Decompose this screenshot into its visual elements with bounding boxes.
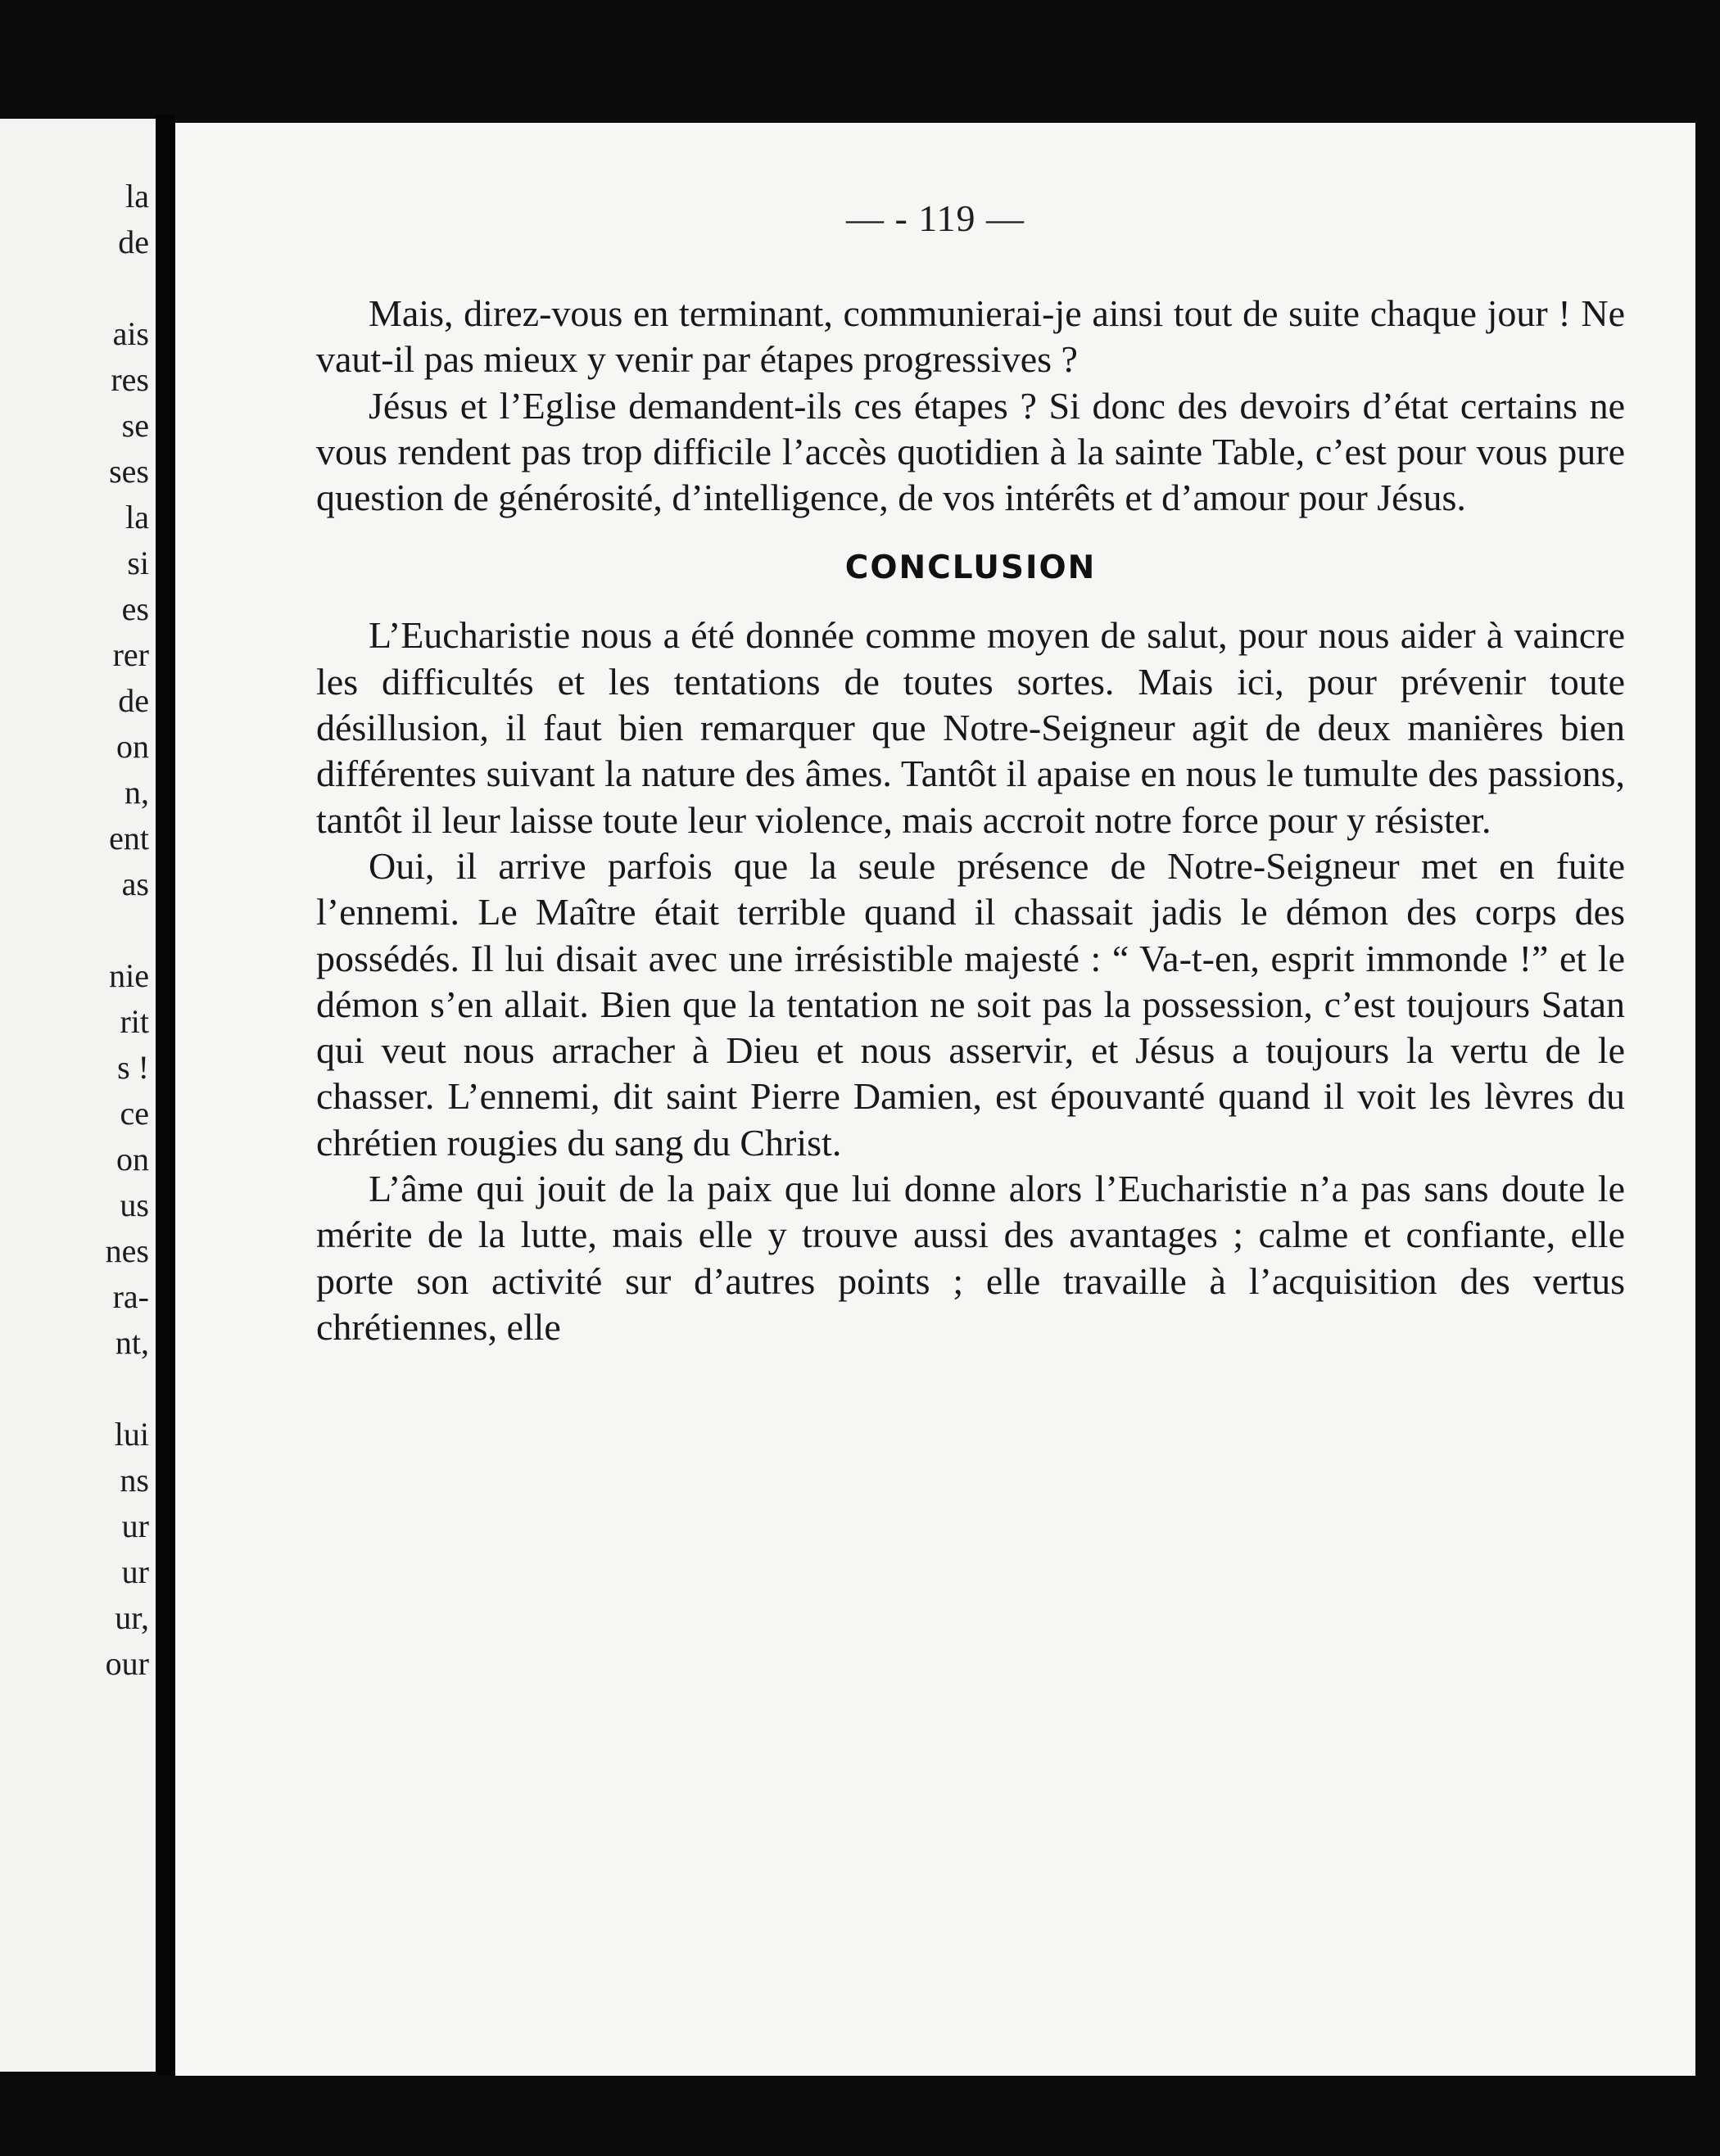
left-page-fragment: ur <box>121 1507 149 1544</box>
left-page-fragment: ur, <box>115 1599 149 1636</box>
left-page-fragment: ent <box>109 820 149 857</box>
left-page-edge <box>0 119 156 2072</box>
left-page-fragment: se <box>121 407 149 444</box>
book-page <box>175 123 1695 2076</box>
left-page-fragment: si <box>127 545 149 581</box>
left-page-fragment: res <box>111 361 149 398</box>
left-page-fragment: on <box>116 728 149 765</box>
paragraph: Mais, direz-vous en terminant, communierai-je ainsi tout de suite chaque jour ! Ne vaut-il pas mieux y venir par étapes progressives ? <box>316 292 1625 381</box>
paragraph: Oui, il arrive parfois que la seule présence de Notre-Seigneur met en fuite l’ennemi. Le Maître était terrible quand il chassait jadis le démon des corps des possédés. Il lui disait avec une irrésistible majesté : “ Va-t-en, esprit immonde !” et le démon s’en allait. Bien que la tentation ne soit pas la possession, c’est toujours Satan qui veut nous arracher à Dieu et nous asservir, et Jésus a toujours la vertu de le chasser. L’ennemi, dit saint Pierre Damien, est épouvanté quand il voit les lèvres du chrétien rougies du sang du Christ. <box>316 844 1625 1164</box>
page-number: — - 119 — <box>845 197 1025 239</box>
left-page-fragment: nie <box>109 957 149 994</box>
left-page-fragment: n, <box>124 774 149 811</box>
left-page-fragment: us <box>120 1186 149 1223</box>
left-page-fragment: nes <box>105 1232 149 1269</box>
left-page-fragment: es <box>121 590 149 627</box>
section-heading: CONCLUSION <box>844 549 1097 587</box>
left-page-fragment: ce <box>120 1095 149 1132</box>
left-page-fragment: la <box>125 499 149 536</box>
left-page-fragment: nt, <box>115 1324 149 1361</box>
left-page-fragment: rer <box>112 636 149 673</box>
left-page-fragment: rit <box>120 1003 149 1040</box>
left-page-fragment: our <box>105 1645 149 1682</box>
paragraph: L’âme qui jouit de la paix que lui donne alors l’Eucharistie n’a pas sans doute le mérite de la lutte, mais elle y trouve aussi des avantages ; calme et confiante, elle porte son activité sur d’autres points ; elle travaille à l’acquisition des vertus chrétiennes, elle <box>316 1168 1625 1348</box>
paragraph: L’Eucharistie nous a été donnée comme moyen de salut, pour nous aider à vaincre les difficultés et les tentations de toutes sortes. Mais ici, pour prévenir toute désillusion, il faut bien remarquer que Notre-Seigneur agit de deux manières bien différentes suivant la nature des âmes. Tantôt il apaise en nous le tumulte des passions, tantôt il leur laisse toute leur violence, mais accroit notre force pour y résister. <box>316 614 1625 841</box>
left-page-fragment: de <box>118 224 149 260</box>
left-page-fragment: ra- <box>112 1278 149 1315</box>
page-text <box>316 291 1625 1350</box>
left-page-fragment: la <box>125 178 149 215</box>
left-page-fragment: ses <box>109 453 149 490</box>
left-page-fragment: s ! <box>117 1049 149 1086</box>
left-page-fragment: as <box>121 866 149 902</box>
left-page-fragment: ais <box>112 315 149 352</box>
left-page-fragment: lui <box>114 1416 149 1453</box>
book-gutter <box>156 115 175 2076</box>
left-page-fragment: de <box>118 682 149 719</box>
paragraph: Jésus et l’Eglise demandent-ils ces étapes ? Si donc des devoirs d’état certains ne vous rendent pas trop difficile l’accès quotidien à la sainte Table, c’est pour vous pure question de générosité, d’intelligence, de vos intérêts et d’amour pour Jésus. <box>316 384 1625 519</box>
left-page-fragment: ur <box>121 1553 149 1590</box>
left-page-fragment: on <box>116 1141 149 1177</box>
left-page-fragment: ns <box>120 1462 149 1498</box>
